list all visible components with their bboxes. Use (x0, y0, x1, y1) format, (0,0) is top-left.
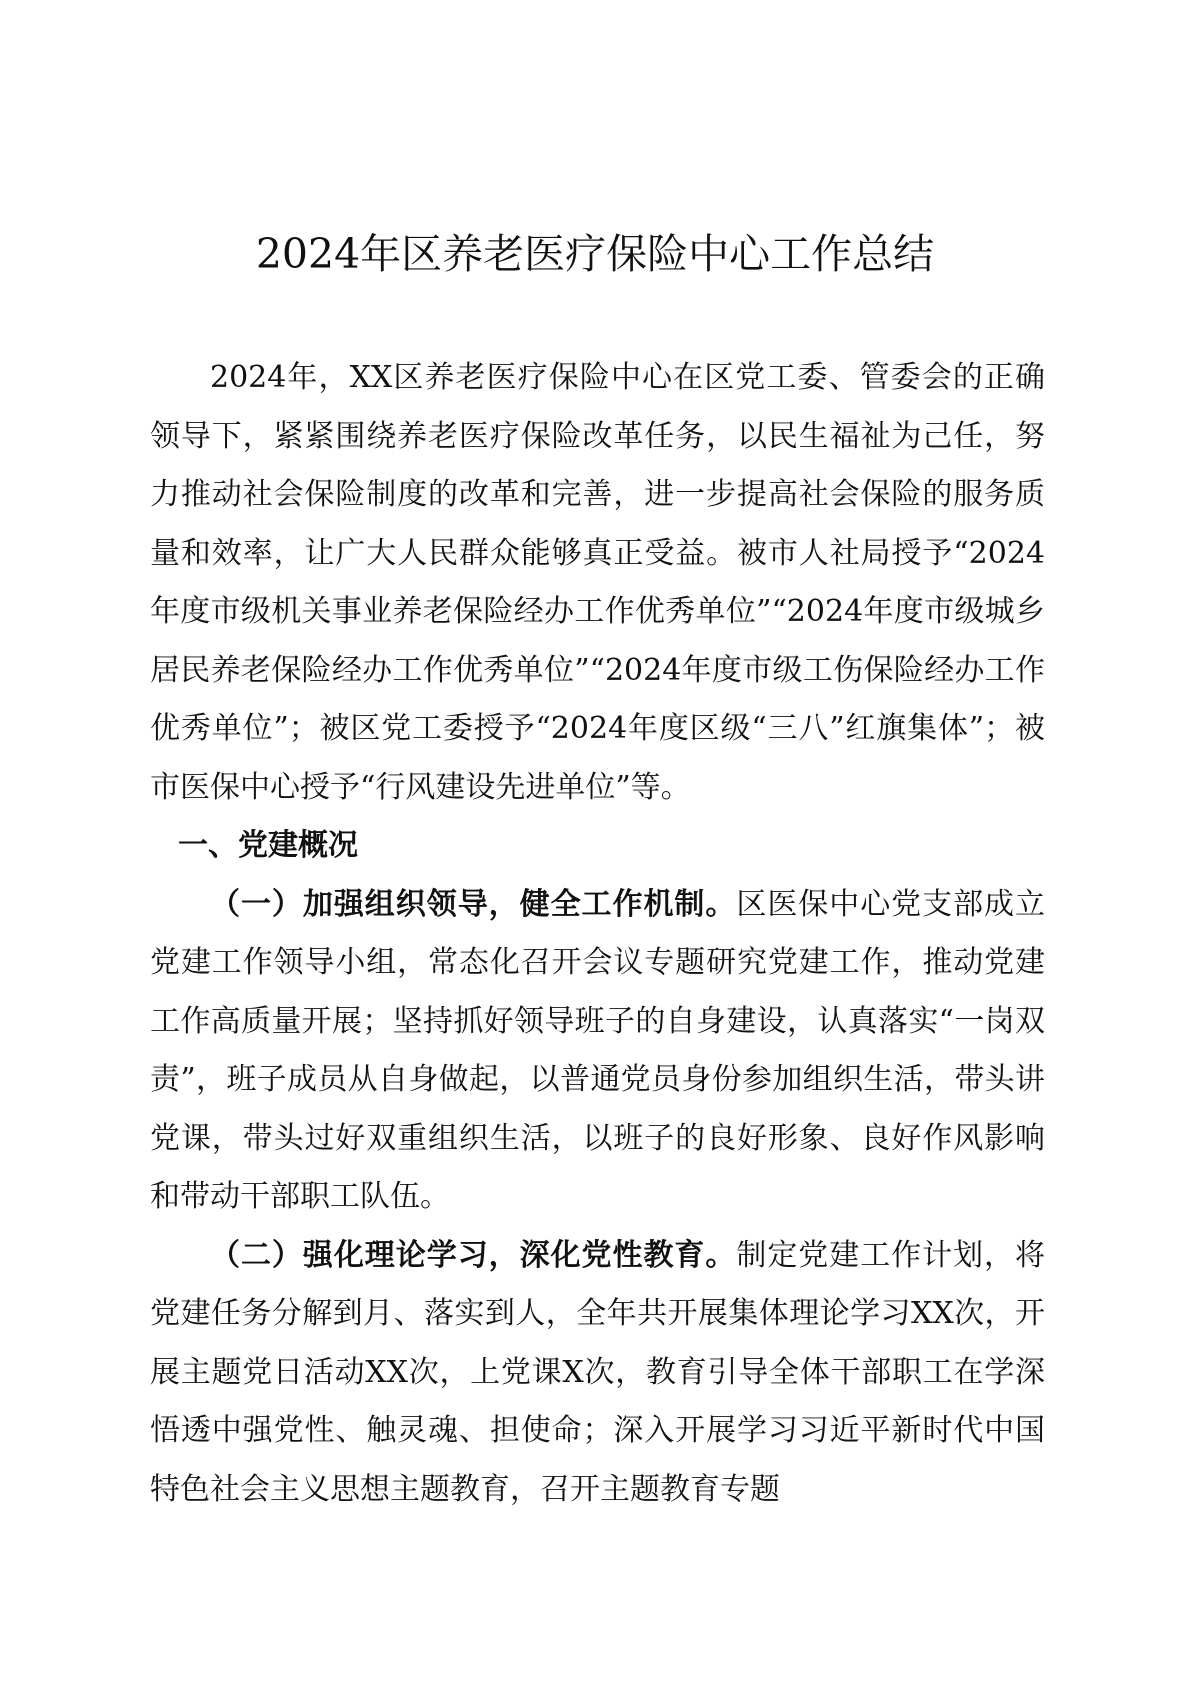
document-body (150, 349, 1045, 1519)
document-title: 2024年区养老医疗保险中心工作总结 (255, 230, 935, 278)
paragraph-theory-study (150, 1227, 1045, 1520)
paragraph-organization-leadership (150, 876, 1045, 1227)
section-heading-party-building: 一、党建概况 (178, 828, 358, 863)
intro-paragraph: 2024年，XX区养老医疗保险中心在区党工委、管委会的正确领导下，紧紧围绕养老医疗保险改革任务，以民生福祉为己任，努力推动社会保险制度的改革和完善，进一步提高社会保险的服务质量和效率，让广大人民群众能够真正受益。被市人社局授予“2024年度市级机关事业养老保险经办工作优秀单位”“2024年度市级城乡居民养老保险经办工作优秀单位”“2024年度市级工伤保险经办工作优秀单位”；被区党工委授予“2024年度区级“三八”红旗集体”；被市医保中心授予“行风建设先进单位”等。 (150, 360, 1045, 805)
paragraph-text-theory: 制定党建工作计划，将党建任务分解到月、落实到人，全年共开展集体理论学习XX次，开展主题党日活动XX次，上党课X次，教育引导全体干部职工在学深悟透中强党性、触灵魂、担使命；深入开展学习习近平新时代中国特色社会主义思想主题教育，召开主题教育专题 (150, 1237, 1046, 1507)
paragraph-text-organization: 区医保中心党支部成立党建工作领导小组，常态化召开会议专题研究党建工作，推动党建工作高质量开展；坚持抓好领导班子的自身建设，认真落实“一岗双责”，班子成员从自身做起，以普通党员身份参加组织生活，带头讲党课，带头过好双重组织生活，以班子的良好形象、良好作风影响和带动干部职工队伍。 (150, 886, 1046, 1214)
paragraph-lead-organization: （一）加强组织领导，健全工作机制。 (210, 886, 737, 922)
paragraph-lead-theory: （二）强化理论学习，深化党性教育。 (210, 1237, 737, 1273)
